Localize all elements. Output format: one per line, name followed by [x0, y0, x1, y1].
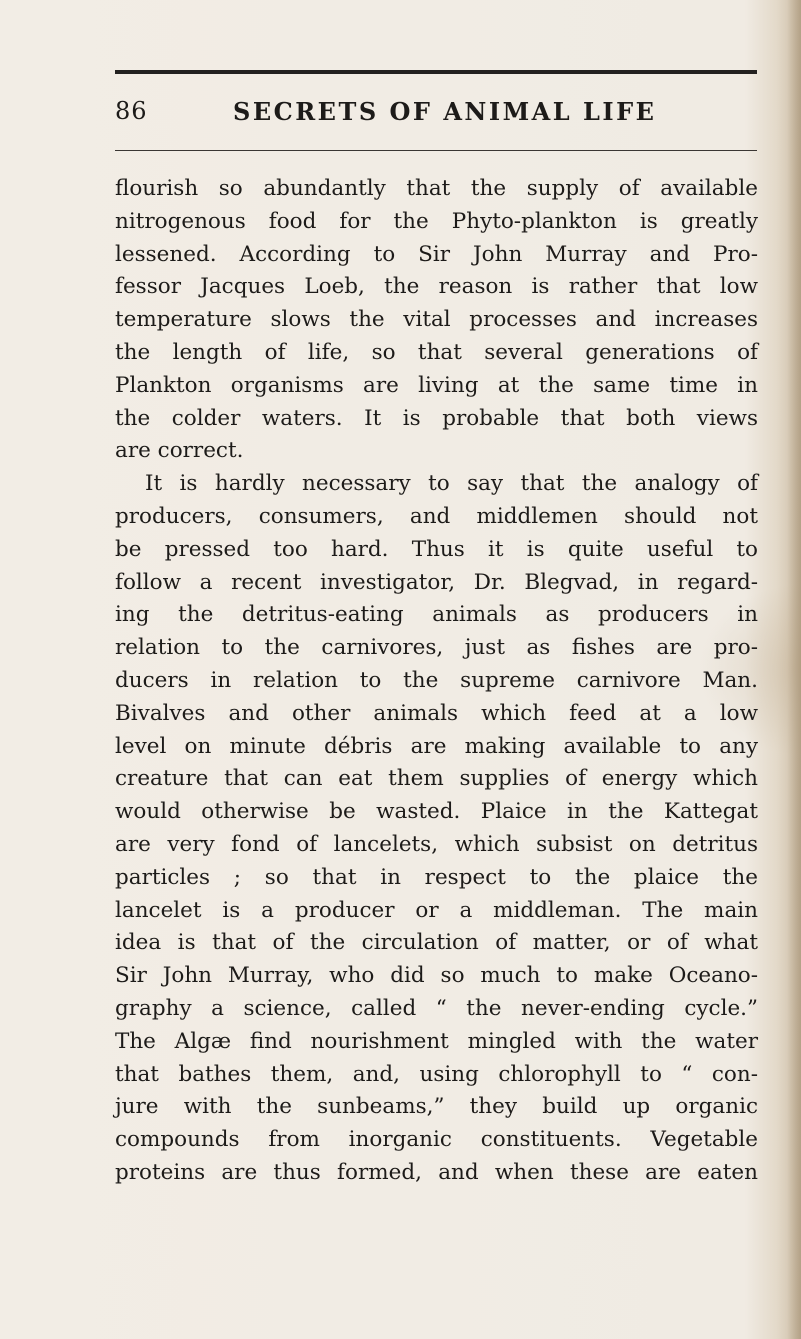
text-line: fessor Jacques Loeb, the reason is rather that low: [115, 274, 758, 300]
header-rule-bottom: [115, 150, 757, 151]
text-line: Bivalves and other animals which feed at a low: [115, 700, 758, 726]
text-line: level on minute débris are making available to any: [115, 733, 758, 759]
text-line: creature that can eat them supplies of energy which: [115, 766, 758, 792]
text-line: compounds from inorganic constituents. Vegetable: [115, 1127, 758, 1153]
text-line: that bathes them, and, using chlorophyll to “ con-: [115, 1061, 758, 1087]
text-line: The Algæ find nourishment mingled with the water: [115, 1028, 758, 1054]
text-line: ing the detritus-eating animals as producers in: [115, 602, 758, 628]
text-line: nitrogenous food for the Phyto-plankton is greatly: [115, 208, 758, 234]
body-text: [115, 173, 758, 1190]
text-line: producers, consumers, and middlemen should not: [115, 503, 758, 529]
page-edge-shadow: [787, 0, 801, 1339]
text-line: ducers in relation to the supreme carnivore Man.: [115, 667, 758, 693]
text-line: relation to the carnivores, just as fishes are pro-: [115, 635, 758, 661]
text-line: It is hardly necessary to say that the analogy of: [145, 471, 758, 497]
text-line: the length of life, so that several generations of: [115, 339, 758, 365]
text-line: would otherwise be wasted. Plaice in the Kattegat: [115, 799, 758, 825]
text-line: idea is that of the circulation of matter, or of what: [115, 930, 758, 956]
text-line: Sir John Murray, who did so much to make Oceano-: [115, 963, 758, 989]
header-rule-top: [115, 70, 757, 74]
text-line: lancelet is a producer or a middleman. The main: [115, 897, 758, 923]
text-line: Plankton organisms are living at the same time in: [115, 372, 758, 398]
running-title: SECRETS OF ANIMAL LIFE: [233, 97, 657, 126]
text-line: are very fond of lancelets, which subsist on detritus: [115, 831, 758, 857]
text-line: temperature slows the vital processes and increases: [115, 307, 758, 333]
text-line: proteins are thus formed, and when these are eaten: [115, 1159, 758, 1185]
page-header: [115, 97, 757, 137]
text-line: follow a recent investigator, Dr. Blegvad, in regard-: [115, 569, 758, 595]
text-line: jure with the sunbeams,” they build up organic: [115, 1094, 758, 1120]
text-line: are correct.: [115, 438, 244, 464]
text-line: flourish so abundantly that the supply of available: [115, 176, 758, 201]
text-line: be pressed too hard. Thus it is quite useful to: [115, 536, 758, 562]
text-line: lessened. According to Sir John Murray and Pro-: [115, 241, 758, 267]
text-line: the colder waters. It is probable that both views: [115, 405, 758, 431]
text-line: particles ; so that in respect to the plaice the: [115, 864, 758, 890]
text-line: graphy a science, called “ the never-ending cycle.”: [115, 995, 758, 1021]
page-number: 86: [115, 97, 148, 125]
